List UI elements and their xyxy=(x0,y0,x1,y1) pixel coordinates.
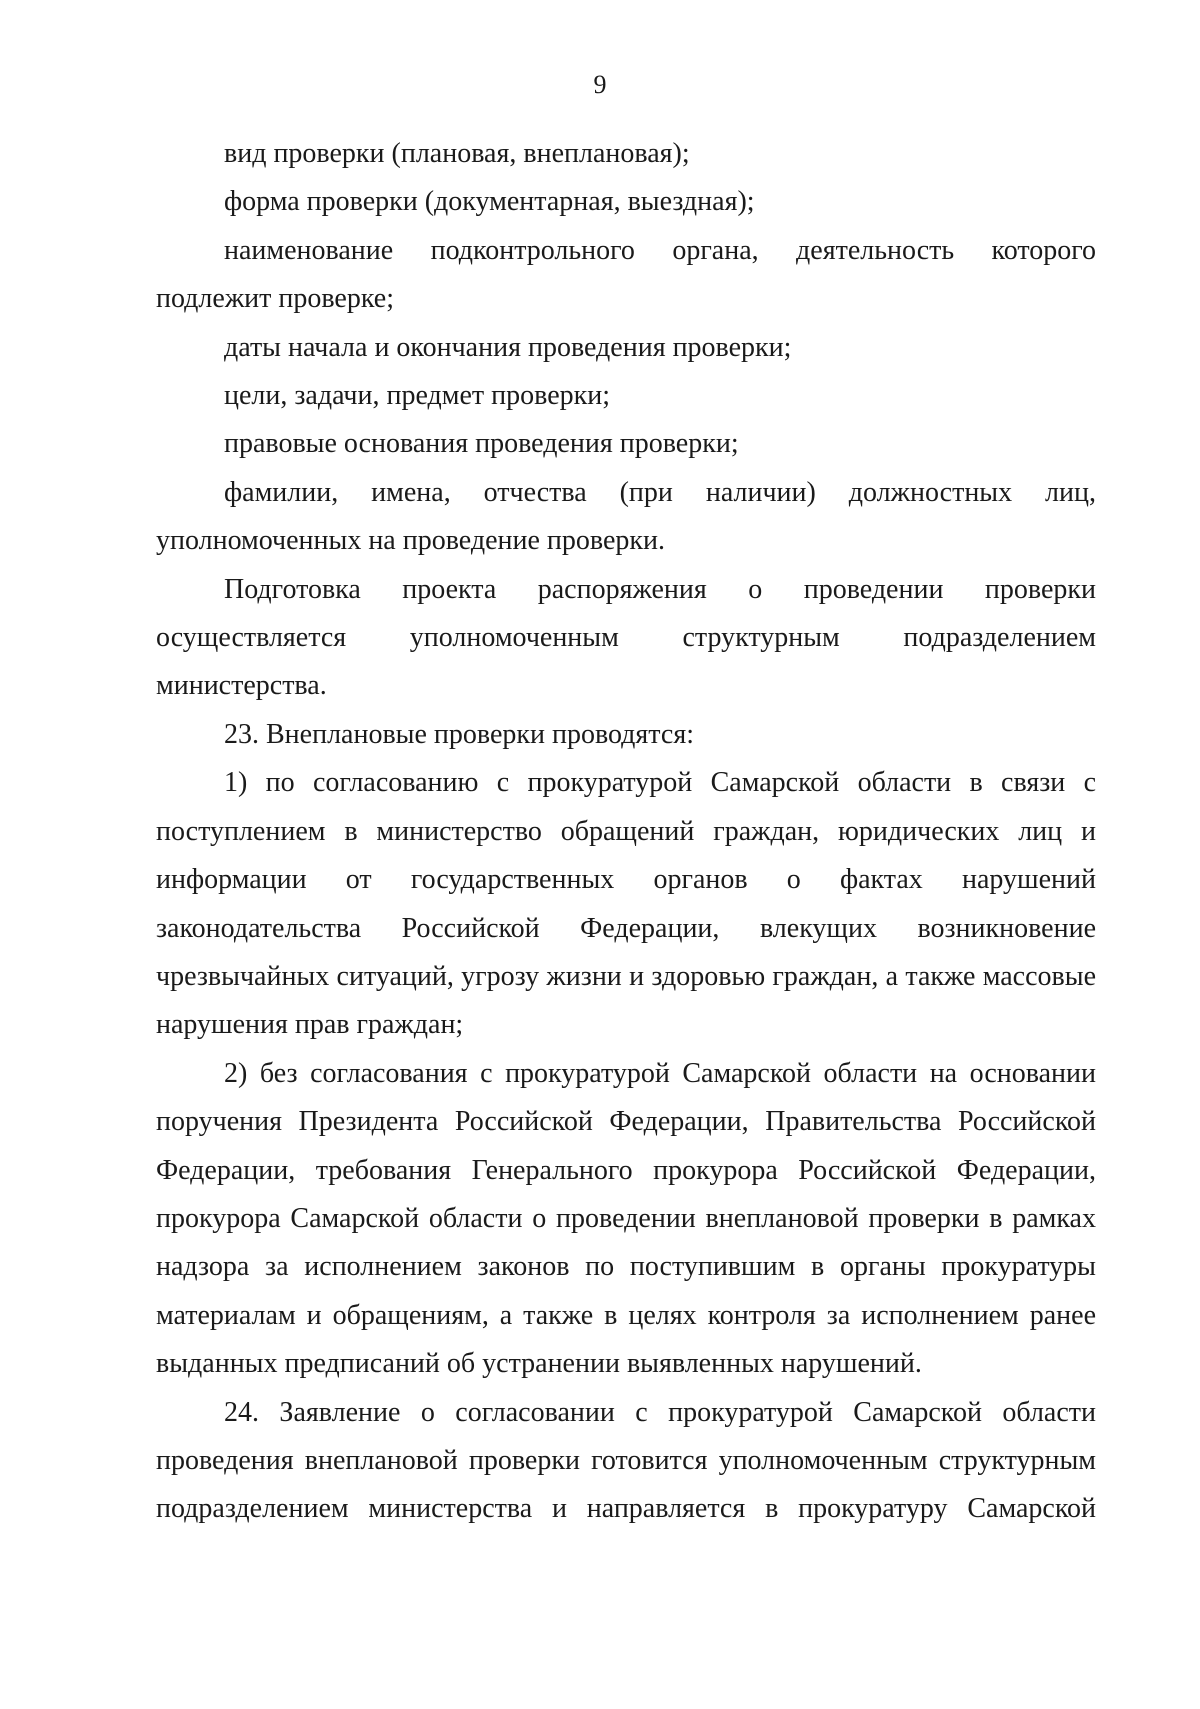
paragraph-order-preparation: Подготовка проекта распоряжения о проведении проверки осуществляется уполномоченным структурным подразделением министерства. xyxy=(156,573,1096,702)
paragraph-controlled-body-name: наименование подконтрольного органа, деятельность которого подлежит проверке; xyxy=(156,234,1096,315)
paragraph-authorized-officials: фамилии, имена, отчества (при наличии) должностных лиц, уполномоченных на проведение проверки. xyxy=(156,476,1096,557)
paragraph-inspection-form: форма проверки (документарная, выездная); xyxy=(224,186,755,218)
paragraph-23-heading: 23. Внеплановые проверки проводятся: xyxy=(224,718,694,750)
document-body xyxy=(156,130,1096,1534)
paragraph-24: 24. Заявление о согласовании с прокуратурой Самарской области проведения внеплановой проверки готовится уполномоченным структурным подразделением министерства и направляется в прокуратуру Самарской xyxy=(156,1396,1096,1525)
paragraph-inspection-dates: даты начала и окончания проведения проверки; xyxy=(224,331,792,363)
paragraph-inspection-type: вид проверки (плановая, внеплановая); xyxy=(224,138,690,169)
paragraph-23-item-1: 1) по согласованию с прокуратурой Самарской области в связи с поступлением в министерство обращений граждан, юридических лиц и информации от государственных органов о фактах нарушений законодательства Российской Федерации, влекущих возникновение чрезвычайных ситуаций, угрозу жизни и здоровью граждан, а также массовые нарушения прав граждан; xyxy=(156,767,1096,1041)
page-number: 9 xyxy=(593,70,607,99)
paragraph-23-item-2: 2) без согласования с прокуратурой Самарской области на основании поручения Президента Российской Федерации, Правительства Российской Федерации, требования Генерального прокурора Российской Федерации, прокурора Самарской области о проведении внеплановой проверки в рамках надзора за исполнением законов по поступившим в органы прокуратуры материалам и обращениям, а также в целях контроля за исполнением ранее выданных предписаний об устранении выявленных нарушений. xyxy=(156,1057,1096,1380)
paragraph-inspection-goals: цели, задачи, предмет проверки; xyxy=(224,380,610,412)
paragraph-legal-grounds: правовые основания проведения проверки; xyxy=(224,428,739,460)
